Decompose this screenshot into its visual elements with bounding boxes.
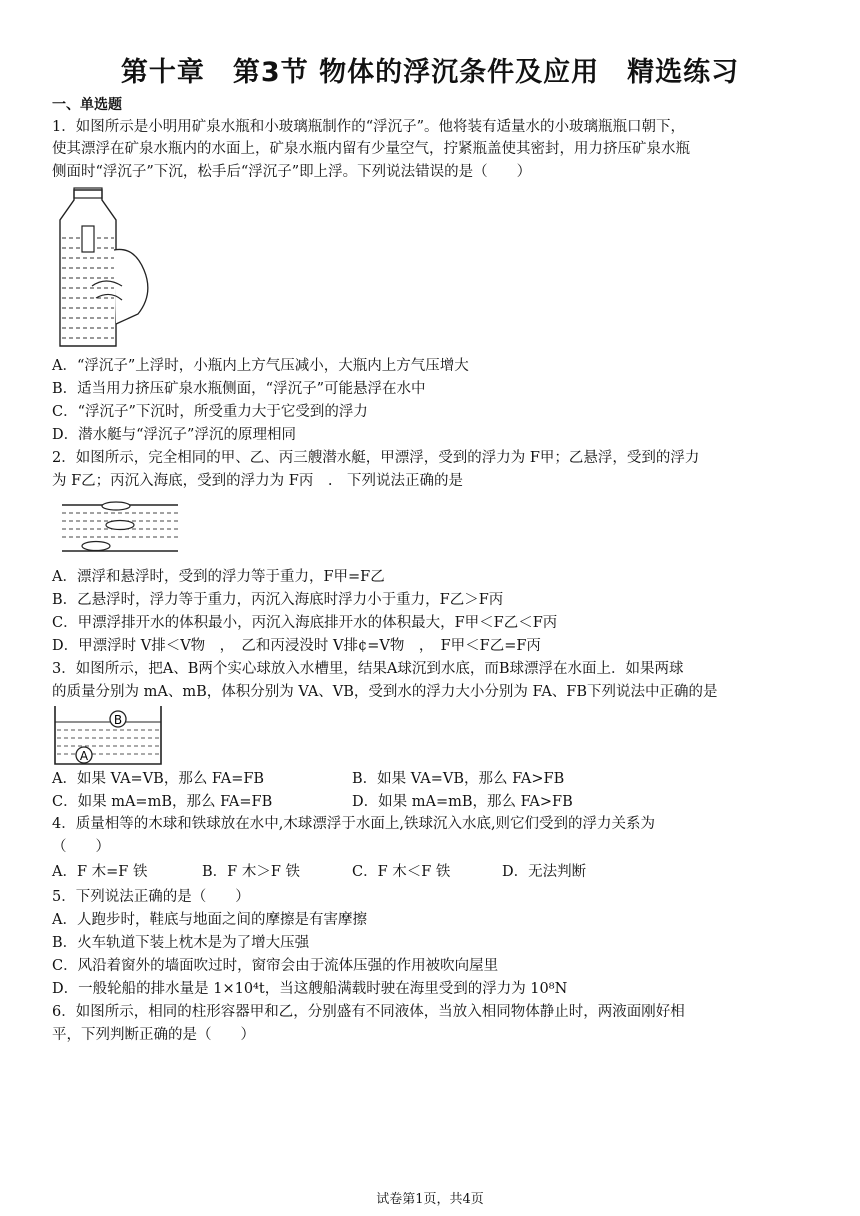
q1-stem-line1: 1．如图所示是小明用矿泉水瓶和小玻璃瓶制作的“浮沉子”。他将装有适量水的小玻璃瓶瓶口朝下，	[52, 119, 686, 135]
q5-option-d: D．一般轮船的排水量是 1×10⁴t，当这艘船满载时驶在海里受到的浮力为 10⁸N	[52, 981, 568, 997]
q2-stem-line2: 为 F乙；丙沉入海底，受到的浮力为 F丙 . 下列说法正确的是	[52, 473, 463, 489]
submarines-figure	[58, 497, 182, 555]
q2-option-d: D．甲漂浮时 V排＜V物 ， 乙和丙浸没时 V排¢=V物 ， F甲＜F乙=F丙	[52, 638, 541, 654]
page-title: 第十章 第3节 物体的浮沉条件及应用 精选练习	[120, 57, 740, 88]
q1-stem-line2: 使其漂浮在矿泉水瓶内的水面上，矿泉水瓶内留有少量空气，拧紧瓶盖使其密封，用力挤压矿泉水瓶	[52, 141, 690, 157]
q4-option-a: A．F 木=F 铁	[52, 864, 148, 880]
q5-stem: 5．下列说法正确的是（ ）	[52, 889, 250, 905]
q4-stem-line1: 4．质量相等的木球和铁球放在水中,木球漂浮于水面上,铁球沉入水底,则它们受到的浮力关系为	[52, 816, 656, 832]
q2-option-b: B．乙悬浮时，浮力等于重力，丙沉入海底时浮力小于重力，F乙＞F丙	[52, 592, 504, 608]
q2-stem-line1: 2．如图所示，完全相同的甲、乙、丙三艘潜水艇，甲漂浮，受到的浮力为 F甲；乙悬浮，受到的浮力	[52, 450, 700, 466]
q4-stem-line2: （ ）	[52, 839, 110, 855]
q6-stem-line1: 6．如图所示，相同的柱形容器甲和乙，分别盛有不同液体，当放入相同物体静止时，两液面刚好相	[52, 1004, 685, 1020]
ball-a-label: A	[79, 749, 89, 763]
q1-option-d: D．潜水艇与“浮沉子”浮沉的原理相同	[52, 427, 296, 443]
page-footer: 试卷第1页，共4页	[376, 1192, 484, 1207]
q3-option-d: D．如果 mA=mB，那么 FA>FB	[352, 794, 573, 810]
q3-stem-line2: 的质量分别为 mA、mB，体积分别为 VA、VB，受到水的浮力大小分别为 FA、FB下列说法中正确的是	[52, 684, 718, 700]
q6-stem-line2: 平，下列判断正确的是（ ）	[52, 1027, 255, 1043]
bottle-figure	[52, 186, 162, 351]
q1-option-a: A．“浮沉子”上浮时，小瓶内上方气压减小，大瓶内上方气压增大	[52, 358, 469, 374]
q3-stem-line1: 3．如图所示，把A、B两个实心球放入水槽里，结果A球沉到水底，而B球漂浮在水面上．如果两球	[52, 661, 684, 677]
q1-option-c: C．“浮沉子”下沉时，所受重力大于它受到的浮力	[52, 404, 368, 420]
water-tank-figure	[52, 704, 164, 766]
q5-option-b: B．火车轨道下装上枕木是为了增大压强	[52, 935, 310, 951]
q3-option-c: C．如果 mA=mB，那么 FA=FB	[52, 794, 273, 810]
q5-option-c: C．风沿着窗外的墙面吹过时，窗帘会由于流体压强的作用被吹向屋里	[52, 958, 499, 974]
q4-option-d: D．无法判断	[502, 864, 587, 880]
q3-option-b: B．如果 VA=VB，那么 FA>FB	[352, 771, 565, 787]
q2-option-a: A．漂浮和悬浮时，受到的浮力等于重力，F甲=F乙	[52, 569, 385, 585]
q4-option-c: C．F 木＜F 铁	[352, 864, 451, 880]
q1-option-b: B．适当用力挤压矿泉水瓶侧面，“浮沉子”可能悬浮在水中	[52, 381, 426, 397]
section-heading: 一、单选题	[52, 97, 122, 113]
q4-option-b: B．F 木＞F 铁	[202, 864, 300, 880]
q5-option-a: A．人跑步时，鞋底与地面之间的摩擦是有害摩擦	[52, 912, 367, 928]
q2-option-c: C．甲漂浮排开水的体积最小，丙沉入海底排开水的体积最大，F甲＜F乙＜F丙	[52, 615, 558, 631]
q1-stem-line3: 侧面时“浮沉子”下沉，松手后“浮沉子”即上浮。下列说法错误的是（ ）	[52, 164, 532, 180]
ball-b-label: B	[113, 713, 123, 727]
q3-option-a: A．如果 VA=VB，那么 FA=FB	[52, 771, 265, 787]
